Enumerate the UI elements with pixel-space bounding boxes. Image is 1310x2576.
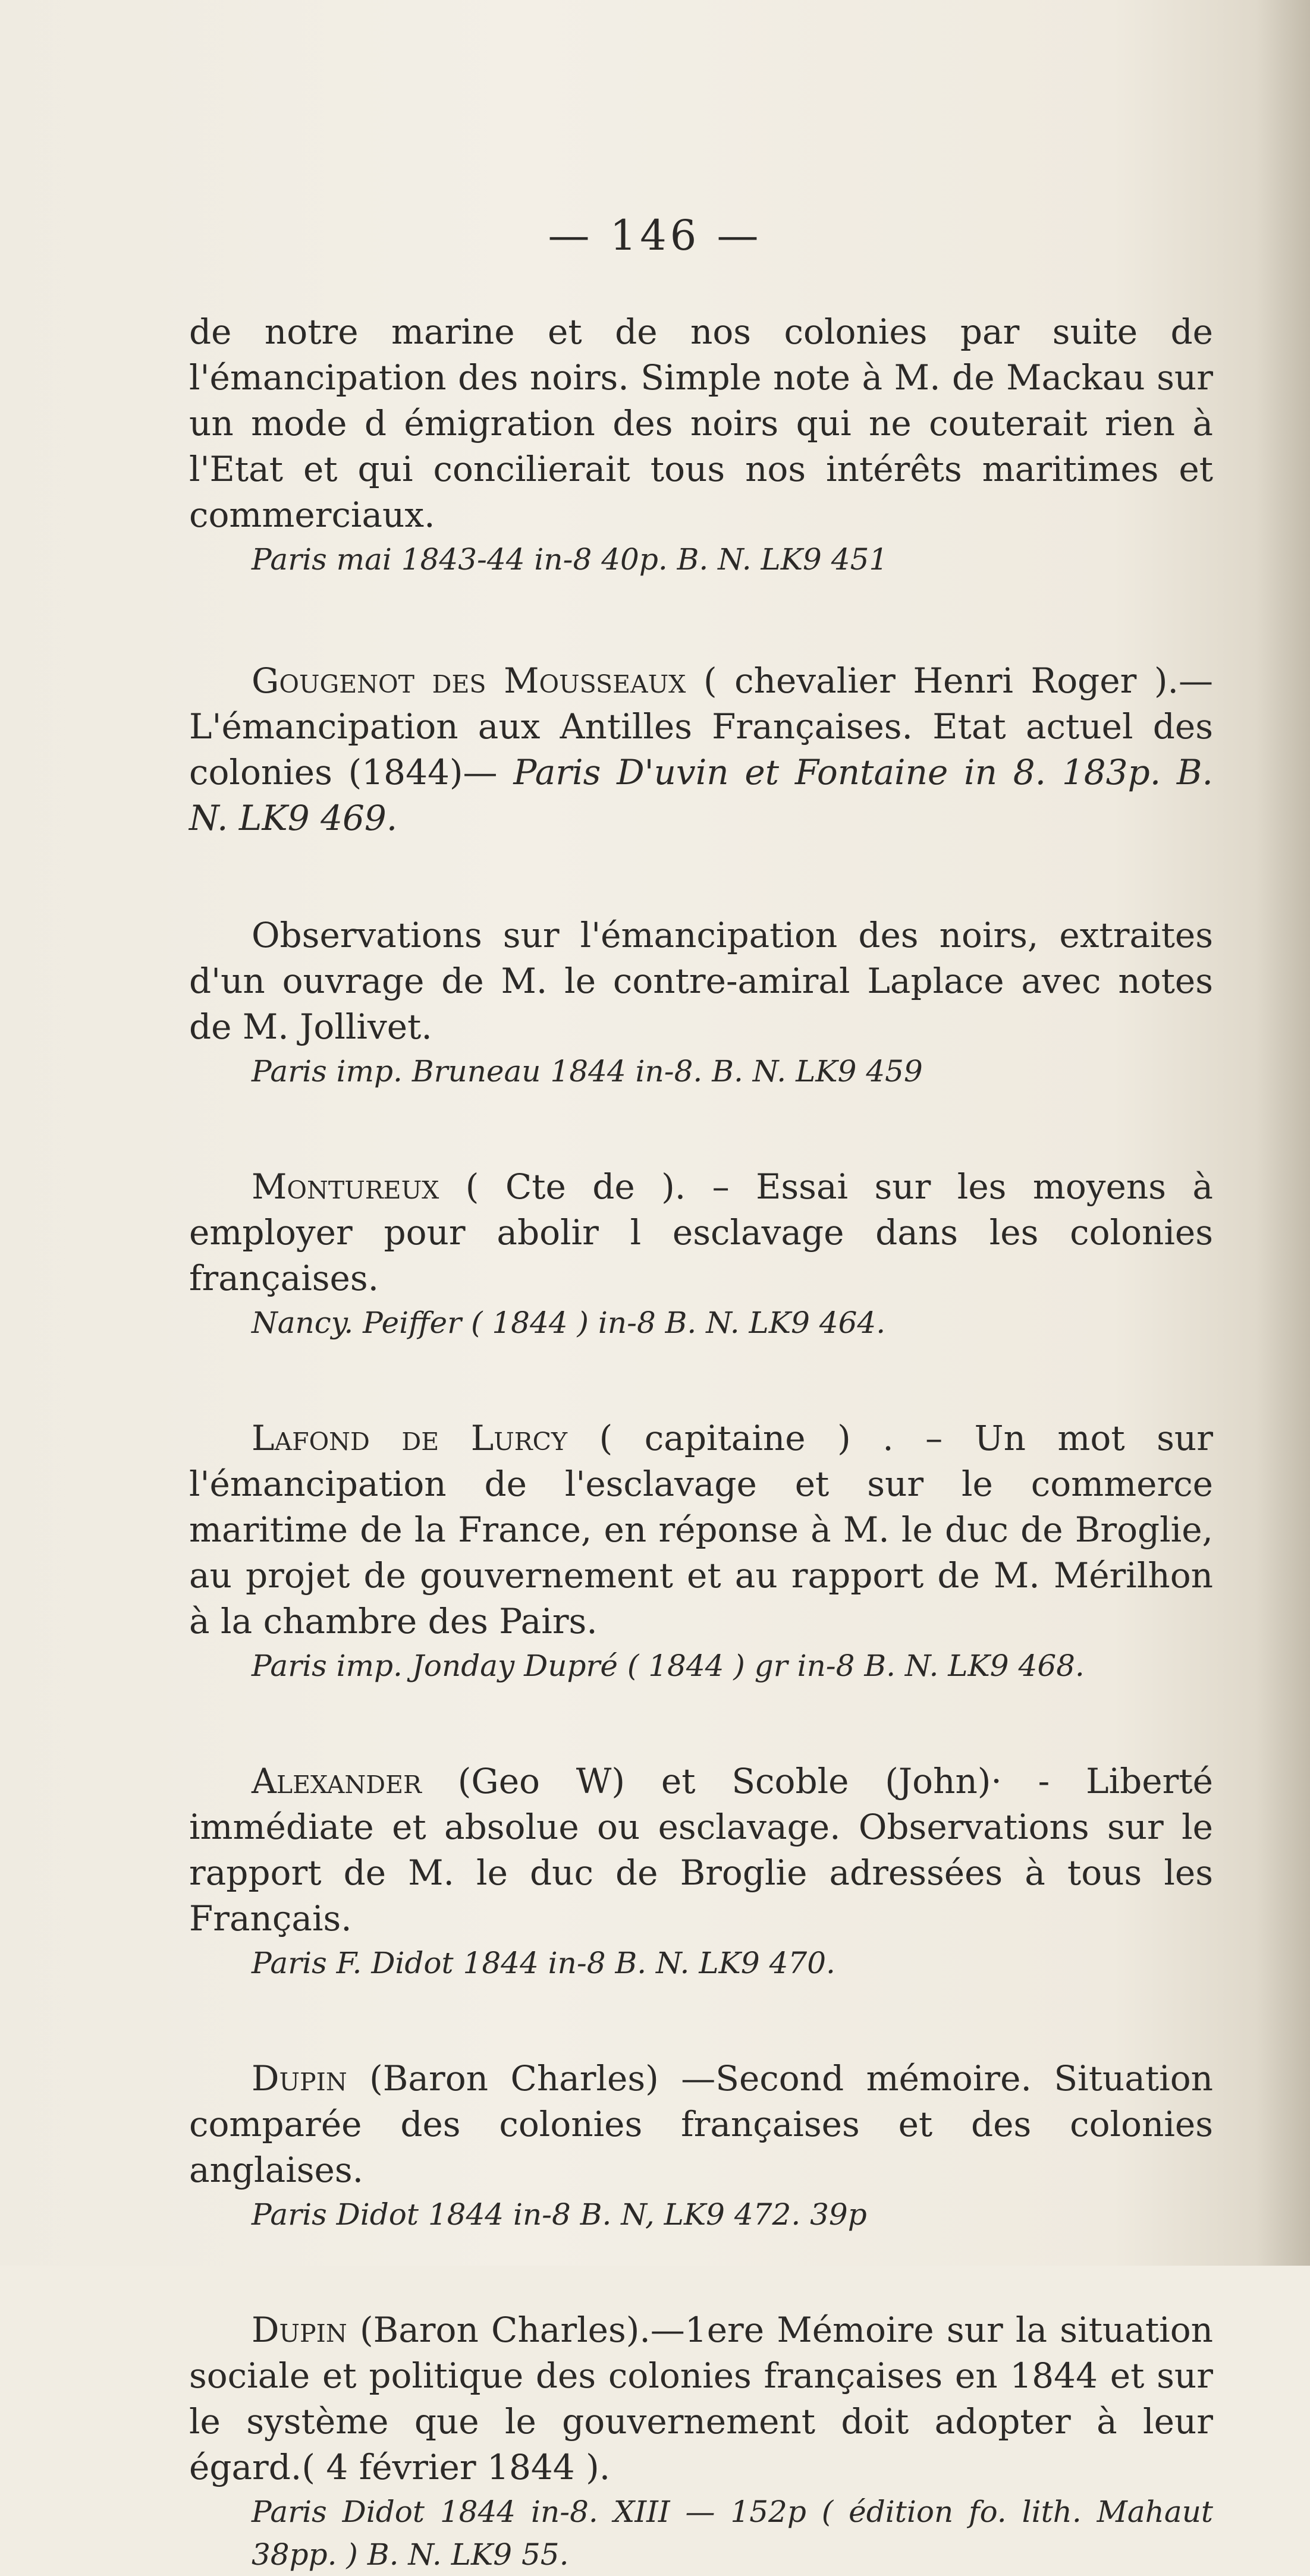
entry-body xyxy=(189,913,1213,1050)
entry-text: de notre marine et de nos colonies par suite de l'émancipation des noirs. Simple note à M. de Mackau sur un mode d émigration des noirs qui ne couterait rien à l'Etat et qui concilierait tous nos intérêts maritimes et commerciaux. xyxy=(189,312,1213,535)
entry-text: ( Cte de ). – Essai sur les moyens à employer pour abolir l esclavage dans les colonies françaises. xyxy=(189,1166,1213,1298)
entry-citation: Paris imp. Jonday Dupré ( 1844 ) gr in-8 B. N. LK9 468. xyxy=(252,1649,1085,1683)
bibliography-entry xyxy=(189,2307,1213,2576)
bibliography-entry xyxy=(189,1164,1213,1344)
entry-citation: Paris mai 1843-44 in-8 40p. B. N. LK9 451 xyxy=(252,542,888,577)
bibliography-entry xyxy=(189,309,1213,581)
entry-text: (Geo W) et Scoble (John)· - Liberté immédiate et absolue ou esclavage. Observations sur le rapport de M. le duc de Broglie adressées à tous les Français. xyxy=(189,1761,1213,1939)
entry-citation: Paris imp. Bruneau 1844 in-8. B. N. LK9 459 xyxy=(252,1054,923,1089)
bibliography-entry xyxy=(189,2056,1213,2236)
bibliography-entry xyxy=(189,658,1213,841)
entry-author: Dupin xyxy=(252,2310,347,2350)
entry-text: Observations sur l'émancipation des noirs, extraites d'un ouvrage de M. le contre-amiral Laplace avec notes de M. Jollivet. xyxy=(189,915,1213,1047)
entry-text: (Baron Charles).—1ere Mémoire sur la situation sociale et politique des colonies françaises en 1844 et sur le système que le gouvernement doit adopter à leur égard.( 4 février 1844 ). xyxy=(189,2310,1213,2487)
entry-body xyxy=(189,1759,1213,1942)
entry-author: Alexander xyxy=(252,1761,422,1801)
entry-body xyxy=(189,2056,1213,2193)
page-edge-shadow xyxy=(1256,0,1310,2266)
entry-author: Dupin xyxy=(252,2058,347,2099)
entry-author: Montureux xyxy=(252,1166,439,1207)
bibliography-entry xyxy=(189,1759,1213,1984)
bibliography-text xyxy=(189,309,1213,2576)
entry-author: Gougenot des Mousseaux xyxy=(252,660,686,701)
entry-body xyxy=(189,658,1213,841)
entry-citation: Nancy. Peiffer ( 1844 ) in-8 B. N. LK9 464. xyxy=(252,1306,886,1340)
bibliography-entry xyxy=(189,1416,1213,1687)
bibliography-entry xyxy=(189,913,1213,1093)
entry-text: (Baron Charles) —Second mémoire. Situation comparée des colonies françaises et des colonies anglaises. xyxy=(189,2058,1213,2190)
entry-text: ( capitaine ) . – Un mot sur l'émancipation de l'esclavage et sur le commerce maritime de la France, en réponse à M. le duc de Broglie, au projet de gouvernement et au rapport de M. Mérilhon à la chambre des Pairs. xyxy=(189,1418,1213,1641)
page-number: — 146 — xyxy=(548,211,762,260)
entry-body xyxy=(189,309,1213,538)
entry-citation: Paris D'uvin et Fontaine in 8. 183p. B. N. LK9 469. xyxy=(189,752,1213,838)
entry-citation: Paris F. Didot 1844 in-8 B. N. LK9 470. xyxy=(252,1946,835,1980)
entry-body xyxy=(189,1164,1213,1301)
entry-text: ( chevalier Henri Roger ).— L'émancipation aux Antilles Françaises. Etat actuel des colonies (1844)— xyxy=(189,660,1213,792)
entry-body xyxy=(189,1416,1213,1644)
entry-author: Lafond de Lurcy xyxy=(252,1418,568,1458)
entry-citation: Paris Didot 1844 in-8 B. N, LK9 472. 39p xyxy=(252,2197,867,2232)
entry-citation: Paris Didot 1844 in-8. XIII — 152p ( édition fo. lith. Mahaut 38pp. ) B. N. LK9 55. xyxy=(252,2495,1213,2572)
entry-body xyxy=(189,2307,1213,2490)
